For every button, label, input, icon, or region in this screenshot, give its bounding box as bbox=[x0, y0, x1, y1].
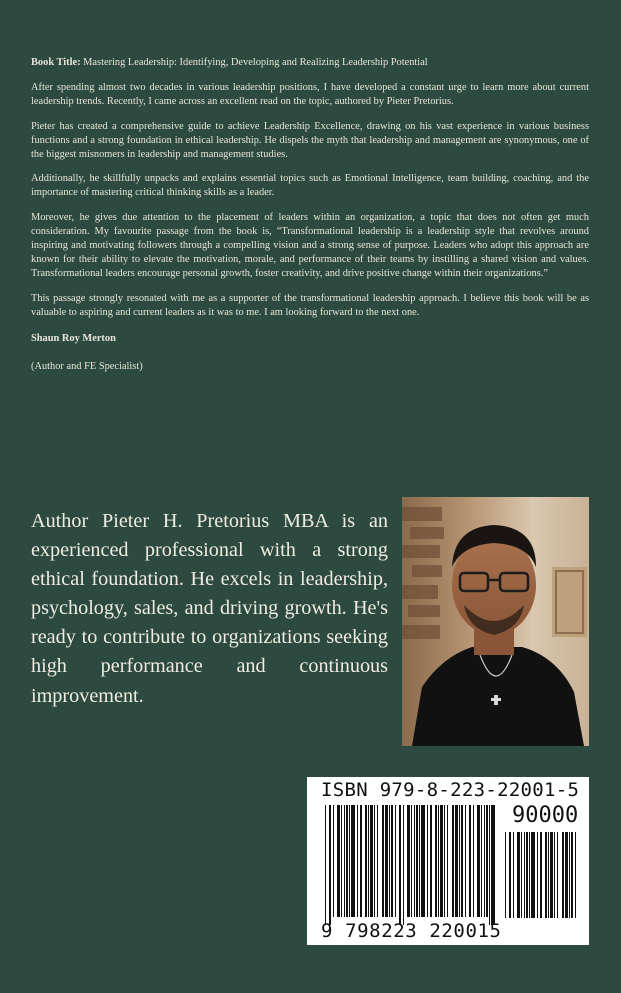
review-paragraph-5: This passage strongly resonated with me as a supporter of the transformational leadership approach. I believe this book will be as valuable to aspiring and current leaders as it was to me. I am looking forward to the next one. bbox=[31, 292, 589, 318]
review-paragraph-3: Additionally, he skillfully unpacks and explains essential topics such as Emotional Intelligence, team building, coaching, and the importance of mastering critical thinking skills as a leader. bbox=[31, 173, 589, 199]
author-photo bbox=[402, 497, 589, 746]
isbn-barcode bbox=[307, 777, 589, 945]
book-title-line bbox=[31, 56, 589, 70]
review-section bbox=[31, 56, 589, 384]
review-paragraph-4: Moreover, he gives due attention to the placement of leaders within an organization, a topic that does not often get much consideration. My favourite passage from the book is, “Transformational leadership is a leadership style that revolves around inspiring and motivating followers through a compelling vision and a strong sense of purpose. Leaders who adopt this approach are known for their ability to elevate the motivation, morale, and performance of their teams by instilling a shared vision and values. Transformational leaders encourage personal growth, foster creativity, and drive positive change within their organizations.” bbox=[31, 211, 589, 280]
author-bio: Author Pieter H. Pretorius MBA is an experienced professional with a strong ethical foundation. He excels in leadership, psychology, sales, and driving growth. He's ready to contribute to organizations seeking high performance and continuous improvement. bbox=[31, 510, 388, 707]
reviewer-role: (Author and FE Specialist) bbox=[31, 361, 143, 373]
review-paragraph-2: Pieter has created a comprehensive guide to achieve Leadership Excellence, drawing on his vast experience in various business functions and a strong foundation in ethical leadership. He dispels the myth that leadership and management are synonymous, one of the biggest misnomers in leadership and management studies. bbox=[31, 120, 589, 161]
reviewer-name: Shaun Roy Merton bbox=[31, 333, 116, 345]
price-code: 90000 bbox=[512, 803, 579, 828]
isbn-text: ISBN 979-8-223-22001-5 bbox=[321, 779, 580, 801]
book-title-label: Book Title: bbox=[31, 57, 81, 68]
book-title: Mastering Leadership: Identifying, Developing and Realizing Leadership Potential bbox=[83, 57, 428, 68]
barcode-digits: 9 798223 220015 bbox=[321, 920, 502, 942]
review-paragraph-1: After spending almost two decades in various leadership positions, I have developed a constant urge to learn more about current leadership trends. Recently, I came across an excellent read on the topic, authored by Pieter Pretorius. bbox=[31, 82, 589, 108]
author-photo-illustration bbox=[402, 497, 589, 746]
